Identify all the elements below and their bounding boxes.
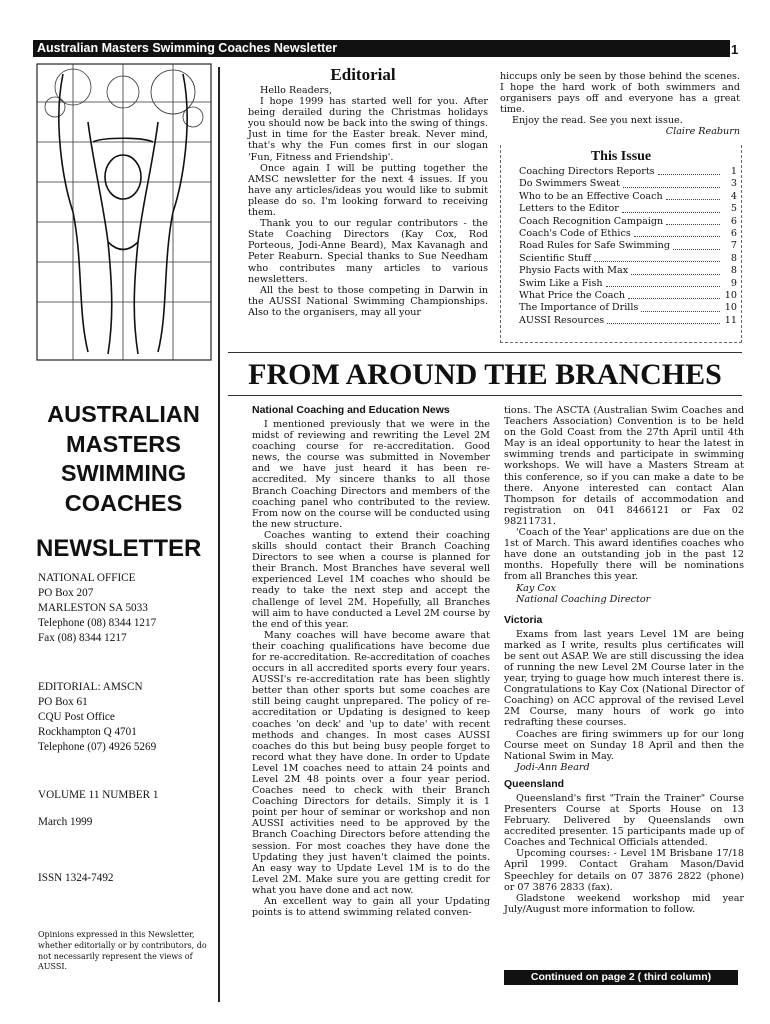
office-line: Telephone (08) 8344 1217: [38, 617, 157, 629]
national-signature: Kay Cox: [516, 582, 556, 594]
queensland-paragraph: Gladstone weekend workshop mid year July/August more information to follow.: [504, 892, 744, 915]
section-rule: [228, 352, 742, 353]
address-line: Telephone (07) 4926 5269: [38, 741, 157, 753]
sidebar-newsletter-title: [32, 400, 215, 518]
editorial-paragraph: Enjoy the read. See you next issue.: [512, 115, 683, 127]
editorial-paragraph: I hope 1999 has started well for you. After being derailed during the Christmas holidays you should now be back into the swing of things. Just in time for the Easter break. Never mind, that's why the Fun comes first in our slogan 'Fun, Fitness and Friendship'.: [248, 96, 488, 163]
address-line: CQU Post Office: [38, 711, 115, 723]
office-line: PO Box 207: [38, 587, 94, 599]
toc-item[interactable]: Road Rules for Safe Swimming 7: [519, 240, 737, 252]
title-line-4: COACHES: [64, 489, 183, 516]
address-line: EDITORIAL: AMSCN: [38, 681, 143, 693]
this-issue-list: [501, 166, 741, 327]
toc-item[interactable]: Coaching Directors Reports 1: [519, 166, 737, 177]
title-line-3: SWIMMING: [60, 460, 187, 486]
national-news-column: [252, 404, 490, 918]
national-news-heading: National Coaching and Education News: [252, 404, 450, 416]
volume-number: VOLUME 11 NUMBER 1: [38, 789, 159, 801]
this-issue-title: This Issue: [590, 149, 652, 164]
office-line: MARLESTON SA 5033: [38, 602, 148, 614]
toc-item[interactable]: Coach's Code of Ethics 6: [519, 228, 737, 240]
title-line-2: MASTERS: [66, 430, 181, 457]
national-paragraph: tions. The ASCTA (Australian Swim Coaches and Teachers Association) Convention is to be held on the Gold Coast from the 27th April until 4th May is an ideal opportunity to hear the latest in swimming trends and participate in swimming workshops. We will have a Masters Stream at this conference, so if you can make a date to be there. Anyone interested can contact Alan Thompson for details of accommodation and registration on 041 8466121 or Fax 02 98211731.: [504, 405, 744, 527]
title-line-1: AUSTRALIAN: [47, 401, 200, 427]
toc-item[interactable]: What Price the Coach 10: [519, 290, 737, 302]
newsletter-word: NEWSLETTER: [36, 535, 202, 562]
office-line: NATIONAL OFFICE: [38, 572, 136, 584]
national-paragraph: Many coaches will have become aware that their coaching qualifications have become due for re-accreditation. Re-accreditation of coaches occurs in all accredited sports every four years. AUSSI's re-accreditation rate has been slightly better than other sports but some coaches are still being caught unprepared. The policy of re-accreditation or Updating is designed to keep coaches 'on deck' and 'up to date' with recent methods and changes. In most cases AUSSI coaches do this but being busy people forget to record what they have done. In order to Update Level 1M coaches need to attain 24 points and Level 2M 48 points over a four year period. Coaches need to check with their Branch Coaching Directors for details. Simply it is 1 point per hour of seminar or workshop and non AUSSI activities need to be approved by the Branch Coaching Directors before attending the session. For most coaches they have done the Updating they just haven't claimed the points. An easy way to Update Level 1M is to do the Level 2M. Make sure you are getting credit for what you have done and act now.: [252, 629, 490, 896]
toc-item[interactable]: Who to be an Effective Coach 4: [519, 190, 737, 202]
editorial-continued: [500, 71, 740, 138]
newsletter-header-bar: [33, 40, 730, 57]
editorial-paragraph: Thank you to our regular contributors - the State Coaching Directors (Kay Cox, Rod Porteous, Jodi-Anne Beard), Max Kavanagh and Peter Reaburn. Special thanks to Sue Needham who contributes many articles to various newsletters.: [248, 218, 488, 285]
toc-item[interactable]: The Importance of Drills 10: [519, 302, 737, 314]
continued-banner[interactable]: Continued on page 2 ( third column): [504, 970, 738, 985]
toc-item[interactable]: Do Swimmers Sweat 3: [519, 178, 737, 190]
header-title: Australian Masters Swimming Coaches Newsletter: [37, 41, 338, 55]
page-number: 1: [731, 42, 739, 57]
national-paragraph: I mentioned previously that we were in the midst of reviewing and rewriting the Level 2M coaching course for re-accreditation. Good news, the course was submitted in November and we have just heard it has been re-accredited. My sincere thanks to all those Branch Coaching Directors and members of the coaching panel who contributed to the review. From now on the course will be conducted using the new structure.: [252, 419, 490, 530]
editorial-column: [248, 65, 488, 318]
toc-item[interactable]: Swim Like a Fish 9: [519, 277, 737, 289]
queensland-paragraph: Upcoming courses: - Level 1M Brisbane 17/18 April 1999. Contact Graham Mason/David Speechley for details on 07 3876 2822 (phone) or 07 3876 2833 (fax).: [504, 848, 744, 893]
swimmer-illustration: [33, 62, 215, 364]
national-paragraph: An excellent way to gain all your Updating points is to attend swimming related conven-: [252, 896, 490, 919]
queensland-paragraph: Queensland's first "Train the Trainer" Course Presenters Course at Sports House on 13 February. Delivered by Queenslands own accredited presenter. 15 participants made up of Coaches and Technical Officials attended.: [504, 792, 744, 849]
victoria-paragraph: Coaches are firing swimmers up for our long Course meet on Sunday 18 April and then the National Swim in May.: [504, 728, 744, 762]
branches-right-column: [504, 405, 744, 915]
editorial-address-block: [38, 680, 214, 755]
issue-date: March 1999: [38, 816, 93, 828]
branches-title: FROM AROUND THE BRANCHES: [248, 358, 722, 391]
this-issue-box: [500, 145, 742, 343]
victoria-signature: Jodi-Ann Beard: [516, 761, 590, 773]
editorial-paragraph: All the best to those competing in Darwin in the AUSSI National Swimming Championships. Also to the organisers, may all your: [248, 284, 488, 318]
toc-item[interactable]: Scientific Stuff 8: [519, 252, 737, 264]
disclaimer: Opinions expressed in this Newsletter, whether editorially or by contributors, do not necessarily represent the views of AUSSI.: [38, 930, 207, 972]
national-office-block: [38, 571, 214, 646]
toc-item[interactable]: AUSSI Resources 11: [519, 314, 737, 326]
editorial-paragraph: hiccups only be seen by those behind the scenes. I hope the hard work of both swimmers and organisers pays off and everyone has a great time.: [500, 71, 740, 116]
editorial-paragraph: Hello Readers,: [260, 85, 333, 96]
section-rule: [228, 395, 742, 396]
editorial-title: Editorial: [330, 65, 396, 84]
victoria-paragraph: Exams from last years Level 1M are being marked as I write, results plus certificates will be sent out ASAP. We are still discussing the idea of running the new Level 2M Course later in the year, trying to guage how much interest there is. Congratulations to Kay Cox (National Director of Coaching) on ACC approval of the revised Level 2M Course, many hours of work go into redrafting these courses.: [504, 628, 744, 729]
address-line: Rockhampton Q 4701: [38, 726, 137, 738]
editorial-paragraph: Once again I will be putting together the AMSC newsletter for the next 4 issues. If you have any articles/ideas you would like to submit please do so. I'm looking forward to receiving them.: [248, 162, 488, 219]
office-line: Fax (08) 8344 1217: [38, 632, 127, 644]
toc-item[interactable]: Coach Recognition Campaign 6: [519, 215, 737, 227]
address-line: PO Box 61: [38, 696, 88, 708]
victoria-heading: Victoria: [504, 613, 543, 626]
national-paragraph: 'Coach of the Year' applications are due on the 1st of March. This award identifies coaches who have done an outstanding job in the past 12 months. Hopefully there will be nominations from all Branches this year.: [504, 527, 744, 583]
editorial-signature: Claire Reaburn: [665, 126, 740, 138]
toc-item[interactable]: Physio Facts with Max 8: [519, 265, 737, 277]
national-paragraph: Coaches wanting to extend their coaching skills should contact their Branch Coaching Directors to see when a course is planned for their Branch. Most Branches have several well experienced Level 1M coaches who should be ready to take the next step and accept the challenge of level 2M. Hopefully, all Branches will aim to have conducted a Level 2M course by the end of this year.: [252, 529, 491, 630]
queensland-heading: Queensland: [504, 777, 565, 790]
national-signature-role: National Coaching Director: [516, 593, 651, 605]
toc-item[interactable]: Letters to the Editor 5: [519, 203, 737, 215]
issn: ISSN 1324-7492: [38, 872, 114, 884]
sidebar-divider: [218, 67, 220, 1002]
